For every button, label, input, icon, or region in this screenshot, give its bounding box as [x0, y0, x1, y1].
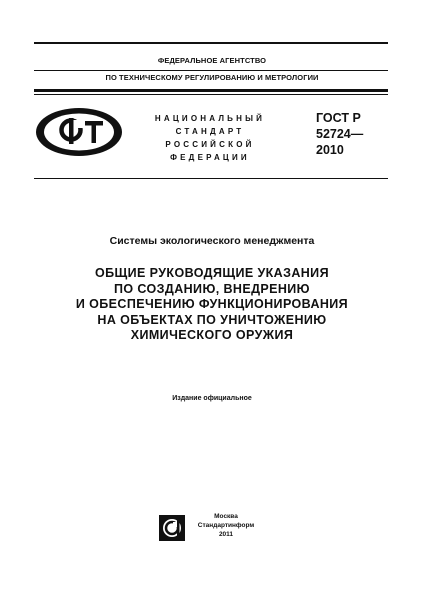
title-line: ПО СОЗДАНИЮ, ВНЕДРЕНИЮ — [114, 281, 310, 296]
header-rule-thick — [34, 89, 388, 92]
agency-divider — [34, 70, 388, 71]
header-bottom-rule — [34, 178, 388, 179]
agency-line-2: ПО ТЕХНИЧЕСКОМУ РЕГУЛИРОВАНИЮ И МЕТРОЛОГИИ — [105, 73, 319, 82]
designation-line: 52724— — [316, 127, 364, 141]
document-title — [0, 266, 424, 344]
title-line: ОБЩИЕ РУКОВОДЯЩИЕ УКАЗАНИЯ — [95, 266, 329, 280]
top-rule — [34, 42, 388, 44]
standard-type-line: ФЕДЕРАЦИИ — [170, 153, 250, 162]
title-line: И ОБЕСПЕЧЕНИЮ ФУНКЦИОНИРОВАНИЯ — [75, 297, 349, 311]
standartinform-logo-icon — [158, 514, 186, 542]
standard-designation — [316, 110, 363, 158]
document-subtitle: Системы экологического менеджмента — [109, 235, 315, 247]
publisher-info — [196, 512, 256, 539]
standard-type-line: СТАНДАРТ — [175, 127, 245, 136]
publisher-city: Москва — [214, 513, 238, 520]
title-line: НА ОБЪЕКТАХ ПО УНИЧТОЖЕНИЮ — [97, 312, 327, 327]
edition-note: Издание официальное — [172, 395, 252, 402]
publisher-name: Стандартинформ — [197, 522, 255, 529]
standard-type-line: РОССИЙСКОЙ — [165, 140, 255, 149]
publisher-year: 2011 — [218, 531, 234, 538]
designation-line: ГОСТ Р — [316, 111, 361, 125]
rst-certification-mark-icon — [34, 106, 124, 158]
header-rule-thin — [34, 94, 388, 95]
standard-type-line: НАЦИОНАЛЬНЫЙ — [154, 114, 266, 123]
standard-type — [146, 112, 274, 164]
title-line: ХИМИЧЕСКОГО ОРУЖИЯ — [130, 328, 294, 342]
designation-line: 2010 — [316, 143, 344, 157]
agency-line-1: ФЕДЕРАЛЬНОЕ АГЕНТСТВО — [157, 56, 267, 65]
